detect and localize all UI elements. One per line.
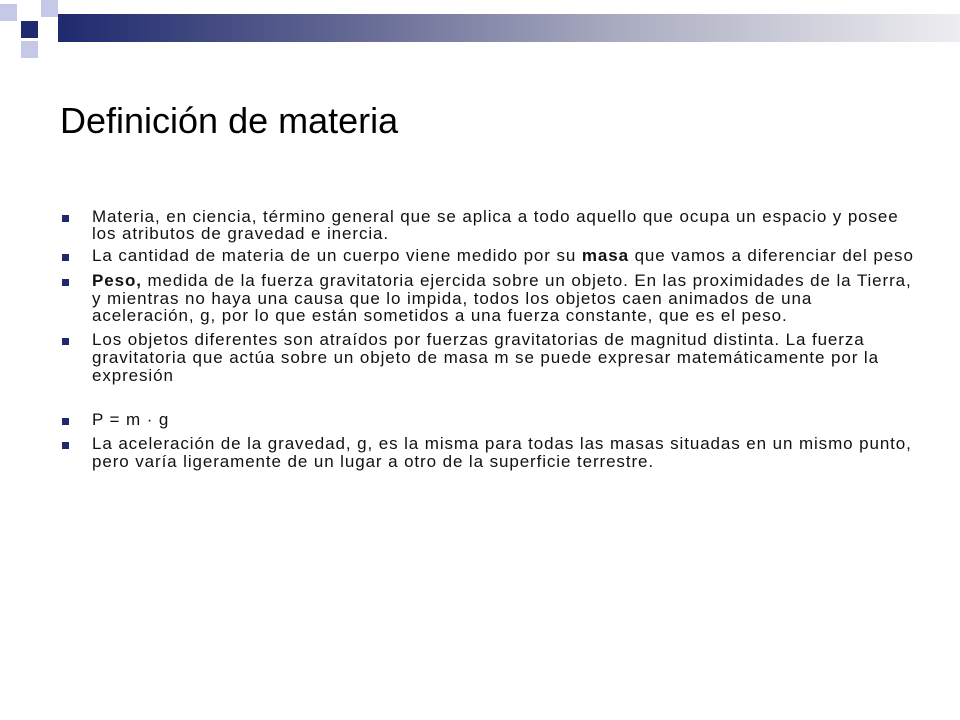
bullet-text-line: gravitatoria que actúa sobre un objeto de masa m se puede expresar matemáticamente por la [92, 348, 879, 368]
bullet-text-line: y mientras no haya una causa que lo impida, todos los objetos caen animados de una [92, 288, 813, 308]
bullet-text-line: los atributos de gravedad e inercia. [92, 224, 390, 244]
bold-term-masa: masa [581, 246, 629, 266]
bullet-text-line [92, 247, 940, 265]
square-bullet-icon [62, 279, 69, 286]
corner-square-decoration [0, 4, 17, 21]
bullet-text-line: Materia, en ciencia, término general que se aplica a todo aquello que ocupa un espacio y posee [92, 206, 899, 226]
square-bullet-icon [62, 418, 69, 425]
text-segment: La cantidad de materia de un cuerpo viene medido por su [92, 246, 582, 266]
bullet-item [60, 208, 940, 244]
slide-title: Definición de materia [60, 100, 399, 141]
bullet-item [60, 411, 940, 429]
corner-square-decoration [41, 0, 58, 17]
bullet-text-line: Los objetos diferentes son atraídos por fuerzas gravitatorias de magnitud distinta. La fuerza [92, 330, 865, 350]
formula-line: P = m · g [92, 409, 170, 429]
corner-square-decoration [21, 41, 38, 58]
bullet-text-line: expresión [92, 365, 174, 385]
bullet-text-line [92, 272, 940, 290]
text-segment: medida de la fuerza gravitatoria ejercida sobre un objeto. En las proximidades de la Tierra, [141, 270, 912, 290]
bullet-item [60, 435, 940, 471]
bold-term-peso: Peso, [92, 270, 142, 290]
square-bullet-icon [62, 338, 69, 345]
bullet-item [60, 331, 940, 384]
bullet-list [60, 208, 940, 472]
bullet-item [60, 272, 940, 325]
bullet-text-line: La aceleración de la gravedad, g, es la misma para todas las masas situadas en un mismo punto, [92, 434, 912, 454]
bullet-item [60, 247, 940, 265]
bullet-text-line: pero varía ligeramente de un lugar a otro de la superficie terrestre. [92, 452, 654, 472]
corner-square-decoration [21, 21, 38, 38]
text-segment: que vamos a diferenciar del peso [628, 246, 914, 266]
bullet-text-line: aceleración, g, por lo que están sometidos a una fuerza constante, que es el peso. [92, 306, 788, 326]
square-bullet-icon [62, 442, 69, 449]
square-bullet-icon [62, 215, 69, 222]
header-gradient-bar [58, 14, 960, 42]
square-bullet-icon [62, 254, 69, 261]
